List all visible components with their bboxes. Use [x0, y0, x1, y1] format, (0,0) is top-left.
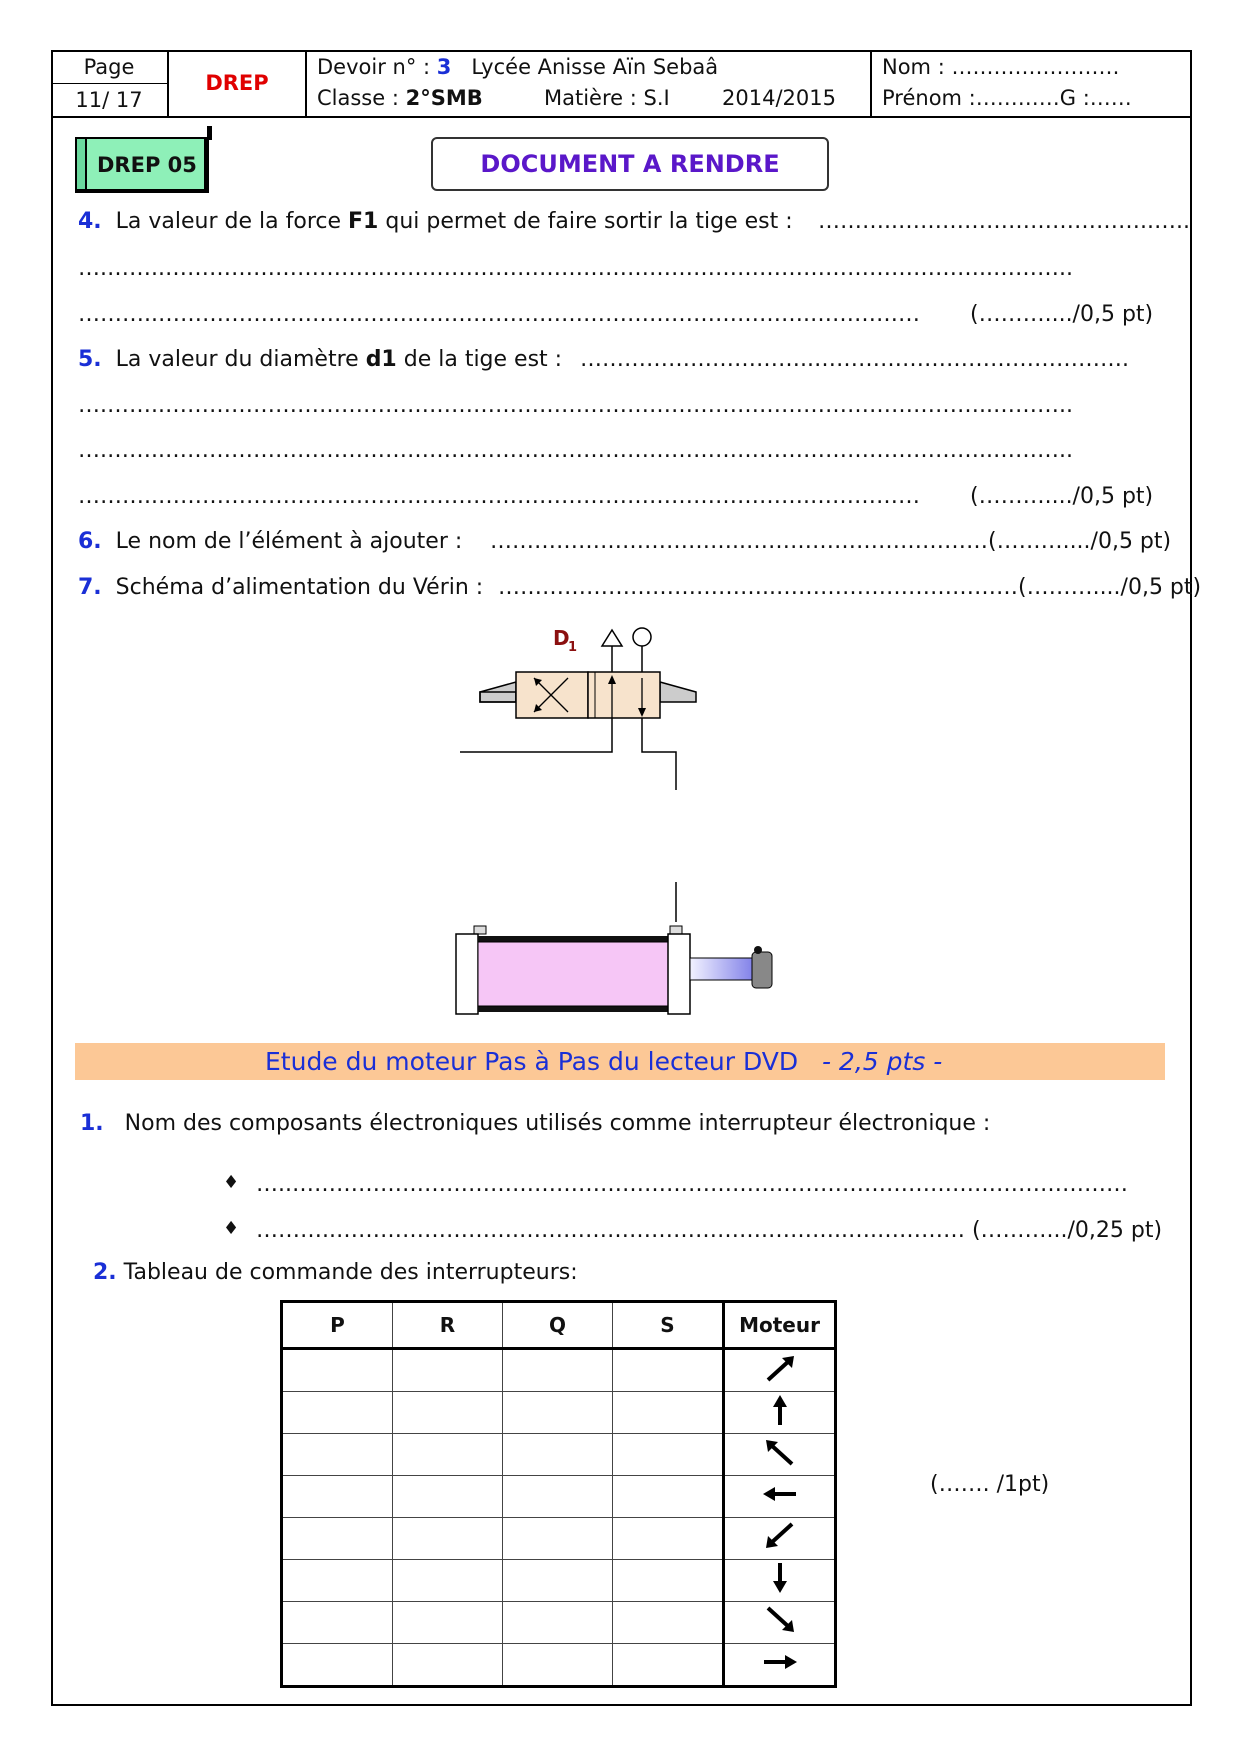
cell-input[interactable]: [282, 1644, 393, 1687]
section-banner: [75, 1043, 1165, 1080]
doc-title: DOCUMENT A RENDRE: [480, 150, 780, 178]
table-row: [282, 1349, 836, 1392]
arrow-up-left-icon: [724, 1434, 836, 1476]
page-label: Page: [83, 55, 135, 79]
cell-input[interactable]: [613, 1392, 724, 1434]
cell-input[interactable]: [282, 1476, 393, 1518]
cell-input[interactable]: [282, 1518, 393, 1560]
doc-title-box: [431, 137, 829, 191]
arrow-down-left-icon: [724, 1518, 836, 1560]
table-header-row: [282, 1302, 836, 1349]
cell-input[interactable]: [613, 1349, 724, 1392]
q5-answer-3[interactable]: ….……..…………………………………………………………………………………………………..………..: [78, 438, 1073, 463]
page-number: 11/ 17: [75, 88, 143, 112]
cell-input[interactable]: [503, 1518, 613, 1560]
cell-input[interactable]: [393, 1602, 503, 1644]
cell-input[interactable]: [613, 1476, 724, 1518]
section-title: Etude du moteur Pas à Pas du lecteur DVD - 2,5 pts -: [265, 1047, 943, 1076]
q5-line1: 5. La valeur du diamètre d1 de la tige est :: [78, 347, 563, 372]
lycee-name: Lycée Anisse Aïn Sebaâ: [471, 55, 719, 79]
cylinder-chamber: [478, 942, 668, 1006]
cell-input[interactable]: [503, 1434, 613, 1476]
prenom-field[interactable]: Prénom :…………G :……: [882, 86, 1132, 110]
cell-input[interactable]: [282, 1434, 393, 1476]
arrow-right-icon: [724, 1644, 836, 1687]
table-row: [282, 1434, 836, 1476]
arrow-down-icon: [724, 1560, 836, 1602]
col-header-r: R: [393, 1302, 503, 1349]
q4-answer-2[interactable]: ….……..…………………………………………………………………………………………………..………..: [78, 256, 1073, 281]
cell-input[interactable]: [282, 1560, 393, 1602]
cell-input[interactable]: [503, 1560, 613, 1602]
q7-answer[interactable]: ………………………………..……………………………(………..../0,5 pt): [498, 575, 1202, 600]
cell-input[interactable]: [613, 1602, 724, 1644]
cell-input[interactable]: [282, 1392, 393, 1434]
nom-field[interactable]: Nom : ……………………: [882, 55, 1120, 79]
valve-label: D: [553, 626, 570, 650]
cell-input[interactable]: [503, 1602, 613, 1644]
table-row: [282, 1476, 836, 1518]
drep-badge: [75, 137, 209, 193]
cell-input[interactable]: [393, 1644, 503, 1687]
q4-score: (………..../0,5 pt): [970, 302, 1154, 327]
bullet-1: ♦: [223, 1172, 240, 1193]
command-table: [280, 1300, 837, 1688]
header: [51, 50, 1192, 118]
col-header-moteur: Moteur: [724, 1302, 836, 1349]
rod-end: [752, 952, 772, 988]
cell-input[interactable]: [393, 1518, 503, 1560]
q4-answer-1[interactable]: ………..……………………………..…..: [818, 209, 1190, 234]
exhaust-symbol: [602, 630, 622, 646]
q5-answer-4[interactable]: ………..……………………….…………………………………………………….……………: [78, 484, 920, 509]
cylinder-rod: [690, 958, 754, 980]
pressure-source-symbol: [633, 628, 651, 646]
q4-answer-3[interactable]: ………..……………………….…………………………………………………….……………: [78, 302, 920, 327]
cell-input[interactable]: [613, 1434, 724, 1476]
col-header-q: Q: [503, 1302, 613, 1349]
p2-q1: 1. Nom des composants électroniques utilisés comme interrupteur électronique :: [80, 1111, 991, 1136]
q4-line1: 4. La valeur de la force F1 qui permet de faire sortir la tige est :: [78, 209, 793, 234]
table-row: [282, 1560, 836, 1602]
devoir-cell: [307, 50, 872, 116]
arrow-left-icon: [724, 1476, 836, 1518]
valve-square-left: [516, 672, 588, 718]
q5-answer-2[interactable]: ….……..…………………………………………………………………………………………………..………..: [78, 393, 1073, 418]
badge-text: DREP 05: [97, 153, 197, 177]
valve-label-sub: 1: [568, 640, 578, 655]
q6-answer[interactable]: ……………………………..……………………………(………..../0,5 pt): [490, 529, 1172, 554]
cylinder-left-cap: [456, 934, 478, 1014]
matiere: Matière : S.I: [544, 86, 670, 110]
cell-input[interactable]: [393, 1476, 503, 1518]
cell-input[interactable]: [393, 1392, 503, 1434]
bullet-1-answer[interactable]: …..……………………………………………………………………………………………………: [256, 1172, 1128, 1197]
arrow-up-icon: [724, 1392, 836, 1434]
cylinder: [440, 918, 780, 1022]
arrow-down-right-icon: [724, 1602, 836, 1644]
devoir-line: Devoir n° : 3 Lycée Anisse Aïn Sebaâ: [317, 55, 719, 79]
cell-input[interactable]: [282, 1349, 393, 1392]
classe-line: Classe : 2°SMB: [317, 86, 483, 110]
cell-input[interactable]: [613, 1518, 724, 1560]
q5-score: (………..../0,5 pt): [970, 484, 1154, 509]
cell-input[interactable]: [503, 1392, 613, 1434]
cell-input[interactable]: [393, 1434, 503, 1476]
q5-answer-1[interactable]: …………………………..…………………………………….: [580, 347, 1129, 372]
bullet-2: ♦: [223, 1218, 240, 1239]
valve-square-right: [588, 672, 660, 718]
section-points: - 2,5 pts -: [821, 1047, 943, 1076]
drep-cell: [169, 50, 307, 116]
table-row: [282, 1602, 836, 1644]
page-cell: [51, 50, 169, 116]
cell-input[interactable]: [503, 1476, 613, 1518]
cell-input[interactable]: [503, 1349, 613, 1392]
table-row: [282, 1518, 836, 1560]
cell-input[interactable]: [282, 1602, 393, 1644]
table-row: [282, 1644, 836, 1687]
student-cell: [872, 50, 1192, 116]
drep-label: DREP: [205, 71, 269, 95]
cell-input[interactable]: [393, 1560, 503, 1602]
col-header-p: P: [282, 1302, 393, 1349]
arrow-up-right-icon: [724, 1349, 836, 1392]
q6-line: 6. Le nom de l’élément à ajouter :: [78, 529, 463, 554]
bullet-2-answer[interactable]: ………..…………………….…………………………….………..….………… (……….../0,25 pt): [256, 1218, 1163, 1243]
right-actuator: [660, 682, 696, 702]
q7-line: 7. Schéma d’alimentation du Vérin :: [78, 575, 484, 600]
cell-input[interactable]: [613, 1560, 724, 1602]
cell-input[interactable]: [613, 1644, 724, 1687]
col-header-s: S: [613, 1302, 724, 1349]
cylinder-right-cap: [668, 934, 690, 1014]
table-score: (……. /1pt): [930, 1472, 1050, 1497]
school-year: 2014/2015: [722, 86, 836, 110]
table-row: [282, 1392, 836, 1434]
cell-input[interactable]: [393, 1349, 503, 1392]
cell-input[interactable]: [503, 1644, 613, 1687]
p2-q2: 2. Tableau de commande des interrupteurs:: [93, 1260, 578, 1285]
